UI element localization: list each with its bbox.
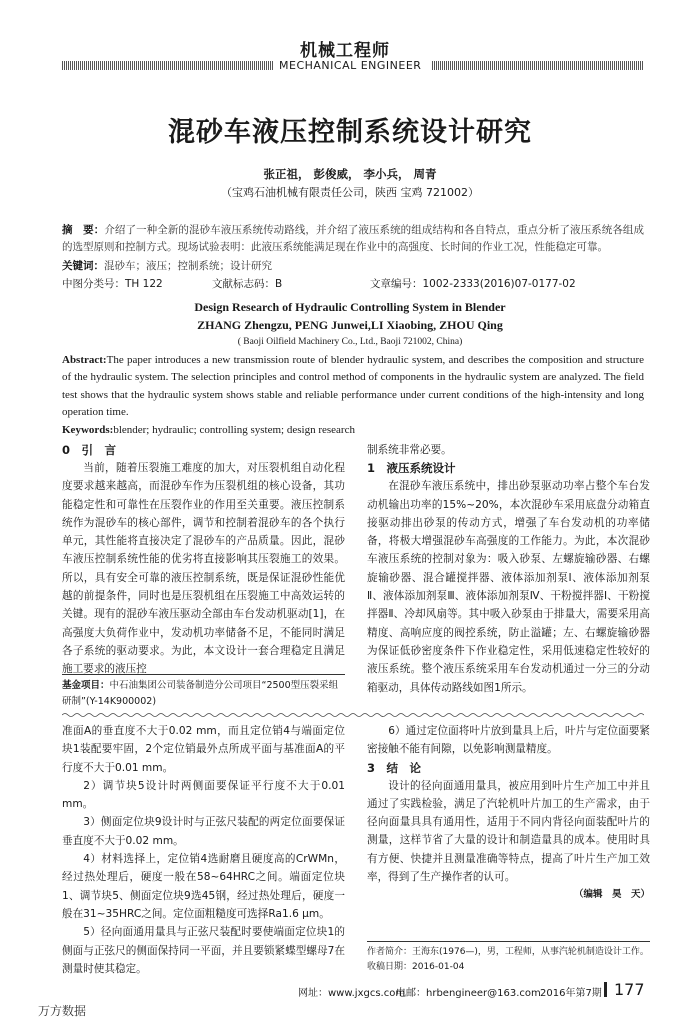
page-number: 177: [614, 980, 645, 999]
design-column: [367, 441, 650, 697]
keywords-en: [62, 422, 644, 439]
header-rule-left: [62, 61, 274, 70]
header-rule-right: [432, 61, 644, 70]
footer-email: 电邮：hrbengineer@163.com: [396, 988, 541, 999]
abstract-cn-text: 介绍了一种全新的混砂车液压系统传动路线，并介绍了液压系统的组成结构和各自特点，重点分析了液压系统各组成的选型原则和控制方式。现场试验表明：此液压系统能满足现在作业中的高强度、长时间的作业工况，性能稳定可靠。: [62, 224, 645, 253]
measure-paragraph-4: 4）材料选择上，定位销4选耐磨且硬度高的CrWMn，经过热处理后，硬度一般在58~64HRC之间。端面定位块1、调节块5、侧面定位块9选45钢，经过热处理后，硬度一般在31~35HRC之间。定位面粗糙度可选择Ra1.6 μm。: [62, 853, 345, 920]
intro-column: [62, 441, 345, 679]
journal-header: [0, 36, 700, 76]
journal-title-en: MECHANICAL ENGINEER: [279, 59, 422, 72]
measure-paragraph-1: 准面A的垂直度不大于0.02 mm，而且定位销4与端面定位块1装配要牢固，2个定位销最外点所成平面与基准面A的平行度不大于0.01 mm。: [62, 725, 345, 774]
article-separator: [62, 712, 644, 718]
footer-divider: [604, 982, 607, 997]
keywords-cn: [62, 258, 644, 275]
measure-paragraph-3: 3）侧面定位块9设计时与正弦尺装配的两定位面要保证垂直度不大于0.02 mm。: [62, 816, 345, 847]
abstract-en-text: The paper introduces a new transmission route of blender hydraulic system, and describes the composition and structure of the hydraulic system. The selection principles and control method of components in the hydraulic system are analyzed. The field test shows that the hydraulic system shows stable and reliable performance under current conditions of the high-intensity and long operation time.: [62, 354, 644, 419]
authors-cn: 张正祖， 彭俊威， 李小兵， 周青: [263, 167, 437, 181]
abstract-cn-label: 摘 要：: [62, 224, 105, 236]
editor-note: （编辑 昊 天）: [573, 889, 650, 901]
author-info: [367, 945, 650, 975]
section-heading-conclusion: 3 结 论: [367, 760, 422, 775]
keywords-cn-label: 关键词：: [62, 260, 104, 272]
article-title-en: Design Research of Hydraulic Controlling System in Blender: [194, 300, 506, 314]
fund-text: 中石油集团公司装备制造分公司项目“2500型压裂采组研制”(Y-14K900002): [62, 680, 339, 707]
keywords-cn-text: 混砂车；液压；控制系统；设计研究: [104, 260, 272, 272]
affiliation-cn: （宝鸡石油机械有限责任公司，陕西 宝鸡 721002）: [221, 186, 479, 199]
continued-line: 制系统非常必要。: [367, 444, 452, 456]
classification-line: [62, 276, 644, 293]
fund-note: [62, 678, 345, 710]
author-intro: 作者简介：王海东(1976—)，男，工程师，从事汽轮机制造设计工作。: [367, 947, 649, 957]
abstract-en-label: Abstract:: [62, 354, 107, 366]
document-code: 文献标志码：B: [212, 278, 283, 290]
previous-article-right: [367, 722, 650, 904]
design-paragraph: 在混砂车液压系统中，排出砂泵驱动功率占整个车台发动机输出功率的15%~20%，本次混砂车采用底盘分动箱直接驱动排出砂泵的传动方式，增强了车台发动机的功率储备，将极大增强混砂车高强度的工作能力。为此，本次混砂车液压系统的控制对象为：吸入砂泵、左螺旋输砂器、右螺旋输砂器、混合罐搅拌器、液体添加剂泵Ⅰ、液体添加剂泵Ⅱ、液体添加剂泵Ⅲ、液体添加剂泵Ⅳ、干粉搅拌器Ⅰ、干粉搅拌器Ⅱ、冷却风扇等。其中吸入砂泵由于排量大，需要采用高精度、高响应度的阀控系统，防止溢罐；左、右螺旋输砂器为保证低砂密度条件下作业稳定性，采用低速稳定性较好的液压系统。整个液压系统采用车台发动机通过一分三的分动箱驱动，具体传动路线如图1所示。: [367, 480, 650, 694]
abstract-cn: [62, 222, 644, 256]
clc-number: 中图分类号：TH 122: [62, 278, 163, 290]
keywords-en-text: blender; hydraulic; controlling system; design research: [113, 424, 355, 436]
fund-rule: [62, 674, 345, 675]
section-heading-design: 1 液压系统设计: [367, 461, 456, 476]
conclusion-paragraph: 设计的径向面通用量具，被应用到叶片生产加工中并且通过了实践检验，满足了汽轮机叶片加工的生产需求，由于径向面量具具有通用性，适用于不同内背径向面装配叶片的测量，这样节省了大量的设计和制造量具的成本。使用时具有方便、快捷并且测量准确等特点，提高了叶片生产加工效率，得到了生产操作者的认可。: [367, 779, 650, 884]
affiliation-en: ( Baoji Oilfield Machinery Co., Ltd., Baoji 721002, China): [237, 337, 463, 347]
footer-url: 网址：www.jxgcs.com: [298, 988, 406, 999]
measure-paragraph-2: 2）调节块5设计时两侧面要保证平行度不大于0.01 mm。: [62, 779, 345, 811]
author-rule: [367, 941, 650, 942]
received-date: 收稿日期：2016-01-04: [367, 962, 465, 972]
article-number: 文章编号：1002-2333(2016)07-0177-02: [370, 278, 576, 290]
article-title-cn: 混砂车液压控制系统设计研究: [168, 117, 532, 148]
previous-article-left: [62, 722, 345, 978]
measure-paragraph-6: 6）通过定位面将叶片放到量具上后，叶片与定位面要紧密接触不能有间隙，以免影响测量精度。: [367, 725, 650, 756]
fund-label: 基金项目：: [62, 680, 110, 691]
section-heading-intro: 0 引 言: [62, 443, 117, 457]
keywords-en-label: Keywords:: [62, 424, 114, 436]
footer-issue: 2016年第7期: [540, 988, 602, 999]
journal-title-cn: 机械工程师: [300, 41, 390, 61]
watermark: 万方数据: [38, 1004, 87, 1018]
abstract-en: [62, 352, 644, 422]
authors-en: ZHANG Zhengzu, PENG Junwei,LI Xiaobing, ZHOU Qing: [197, 318, 503, 332]
measure-paragraph-5: 5）径向面通用量具与正弦尺装配时要使端面定位块1的侧面与正弦尺的侧面保持同一平面，并且要锁紧蝶型螺母7在测量时使其稳定。: [62, 926, 345, 975]
intro-paragraph: 当前，随着压裂施工难度的加大，对压裂机组自动化程度要求越来越高，而混砂车作为压裂机组的核心设备，其功能稳定性和可靠性在压裂作业的作用至关重要。液压控制系统作为混砂车的核心部件，调节和控制着混砂车的各个执行单元，其性能将直接决定了混砂车的产品质量。因此，混砂车液压控制系统性能的优劣将直接影响其压裂施工的效果。所以，具有安全可靠的液压控制系统，既是保证混砂性能优越的前提条件，同时也是压裂机组在压裂施工中高效运转的关键。现有的混砂车液压驱动全部由车台发动机驱动[1]，在高强度大负荷作业中，发动机功率储备不足，不能同时满足各子系统的驱动要求。为此，本文设计一套合理稳定且满足施工要求的液压控: [62, 462, 345, 676]
page-footer: [0, 980, 700, 1000]
